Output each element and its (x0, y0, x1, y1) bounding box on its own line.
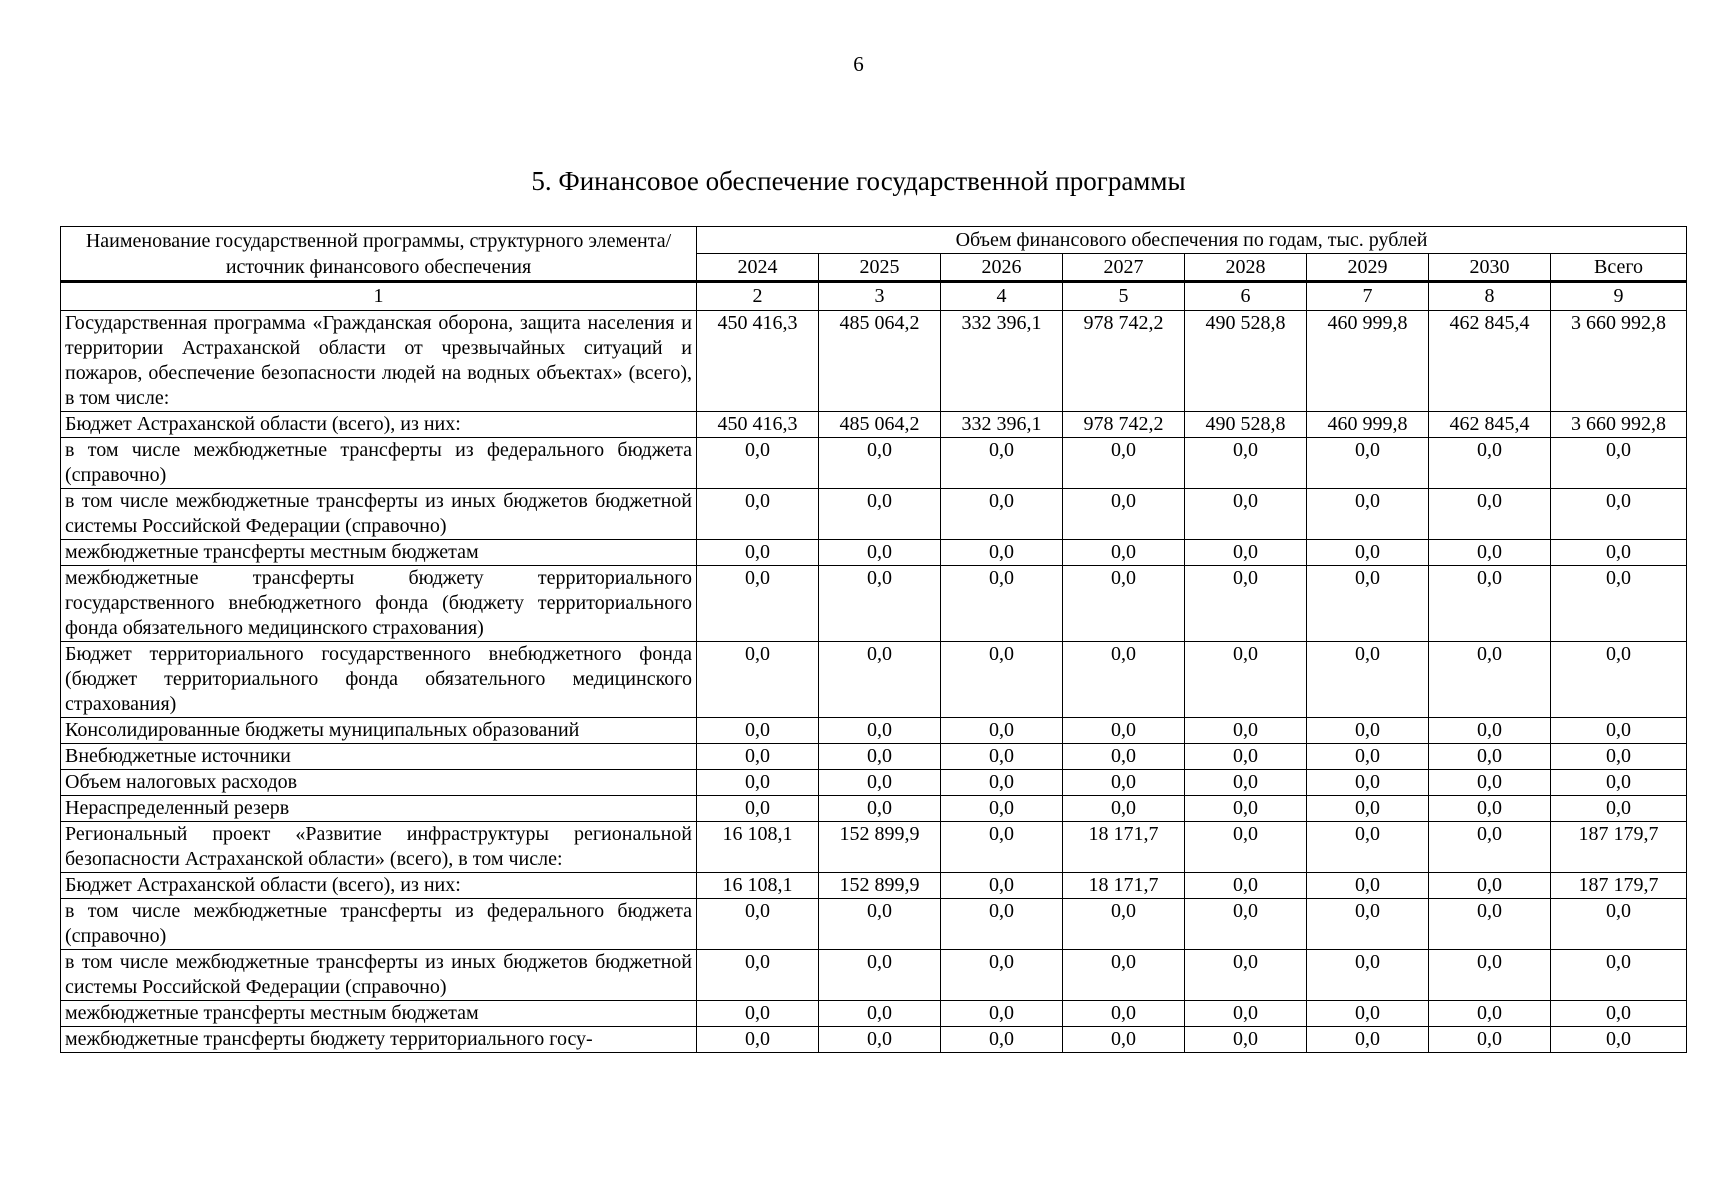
table-row (61, 899, 1687, 950)
row-year-value: 0,0 (819, 1001, 941, 1027)
year-header: 2029 (1307, 254, 1429, 282)
row-year-value: 0,0 (1185, 822, 1307, 873)
table-row (61, 718, 1687, 744)
row-year-value: 0,0 (941, 796, 1063, 822)
row-year-value: 0,0 (1185, 438, 1307, 489)
column-index: 6 (1185, 282, 1307, 311)
row-year-value: 450 416,3 (697, 311, 819, 412)
row-year-value: 0,0 (1185, 642, 1307, 718)
row-year-value: 0,0 (941, 899, 1063, 950)
row-year-value: 0,0 (819, 718, 941, 744)
row-year-value: 0,0 (819, 744, 941, 770)
row-total-value: 187 179,7 (1551, 873, 1687, 899)
row-total-value: 187 179,7 (1551, 822, 1687, 873)
row-year-value: 0,0 (1185, 899, 1307, 950)
row-name: Внебюджетные источники (61, 744, 697, 770)
row-name: Бюджет Астраханской области (всего), из них: (61, 412, 697, 438)
row-name: Объем налоговых расходов (61, 770, 697, 796)
row-year-value: 978 742,2 (1063, 412, 1185, 438)
row-year-value: 0,0 (1307, 642, 1429, 718)
row-year-value: 0,0 (1185, 770, 1307, 796)
row-year-value: 0,0 (819, 950, 941, 1001)
row-year-value: 0,0 (1307, 438, 1429, 489)
row-year-value: 0,0 (941, 822, 1063, 873)
row-year-value: 0,0 (819, 566, 941, 642)
row-year-value: 16 108,1 (697, 873, 819, 899)
row-year-value: 0,0 (941, 566, 1063, 642)
row-year-value: 152 899,9 (819, 822, 941, 873)
table-row (61, 1001, 1687, 1027)
year-header: 2027 (1063, 254, 1185, 282)
table-row (61, 540, 1687, 566)
row-name: межбюджетные трансферты местным бюджетам (61, 1001, 697, 1027)
row-year-value: 0,0 (941, 1001, 1063, 1027)
row-year-value: 0,0 (1429, 796, 1551, 822)
row-year-value: 0,0 (1063, 1001, 1185, 1027)
table-row (61, 873, 1687, 899)
row-total-value: 0,0 (1551, 540, 1687, 566)
row-year-value: 0,0 (1185, 1027, 1307, 1053)
row-year-value: 152 899,9 (819, 873, 941, 899)
row-year-value: 0,0 (1185, 489, 1307, 540)
row-total-value: 0,0 (1551, 1027, 1687, 1053)
table-row (61, 822, 1687, 873)
row-year-value: 0,0 (697, 1027, 819, 1053)
row-year-value: 0,0 (1307, 540, 1429, 566)
year-header: 2024 (697, 254, 819, 282)
row-name: Бюджет Астраханской области (всего), из них: (61, 873, 697, 899)
row-total-value: 0,0 (1551, 796, 1687, 822)
row-total-value: 0,0 (1551, 489, 1687, 540)
row-year-value: 0,0 (1429, 438, 1551, 489)
row-year-value: 0,0 (819, 770, 941, 796)
row-year-value: 0,0 (819, 642, 941, 718)
row-year-value: 0,0 (1429, 718, 1551, 744)
row-total-value: 0,0 (1551, 899, 1687, 950)
table-row (61, 1027, 1687, 1053)
row-name: Консолидированные бюджеты муниципальных образований (61, 718, 697, 744)
row-year-value: 0,0 (941, 540, 1063, 566)
row-year-value: 0,0 (1063, 718, 1185, 744)
row-year-value: 0,0 (1429, 950, 1551, 1001)
row-year-value: 0,0 (1063, 540, 1185, 566)
row-year-value: 0,0 (1185, 796, 1307, 822)
table-row (61, 642, 1687, 718)
row-year-value: 0,0 (819, 899, 941, 950)
column-index-row (61, 282, 1687, 311)
row-year-value: 0,0 (1307, 770, 1429, 796)
total-header: Всего (1551, 254, 1687, 282)
row-year-value: 0,0 (1429, 873, 1551, 899)
row-year-value: 0,0 (1307, 489, 1429, 540)
row-year-value: 0,0 (697, 642, 819, 718)
row-total-value: 0,0 (1551, 950, 1687, 1001)
row-year-value: 0,0 (1429, 1001, 1551, 1027)
row-year-value: 0,0 (697, 489, 819, 540)
row-year-value: 0,0 (1063, 566, 1185, 642)
table-header (61, 227, 1687, 282)
row-year-value: 0,0 (819, 540, 941, 566)
row-year-value: 332 396,1 (941, 311, 1063, 412)
row-total-value: 0,0 (1551, 718, 1687, 744)
row-year-value: 0,0 (697, 744, 819, 770)
year-header: 2028 (1185, 254, 1307, 282)
row-year-value: 0,0 (819, 1027, 941, 1053)
row-year-value: 0,0 (1307, 796, 1429, 822)
column-index: 3 (819, 282, 941, 311)
row-year-value: 0,0 (1063, 744, 1185, 770)
table-row (61, 489, 1687, 540)
header-row (61, 227, 1687, 254)
column-index: 2 (697, 282, 819, 311)
table-row (61, 770, 1687, 796)
row-year-value: 450 416,3 (697, 412, 819, 438)
row-year-value: 0,0 (1185, 566, 1307, 642)
row-year-value: 0,0 (1429, 489, 1551, 540)
row-year-value: 332 396,1 (941, 412, 1063, 438)
row-total-value: 0,0 (1551, 438, 1687, 489)
row-year-value: 0,0 (941, 873, 1063, 899)
row-year-value: 0,0 (697, 438, 819, 489)
row-year-value: 460 999,8 (1307, 412, 1429, 438)
row-name: межбюджетные трансферты местным бюджетам (61, 540, 697, 566)
row-name: Государственная программа «Гражданская оборона, защита населения и территории Астраханской области от чрезвычайных ситуаций и пожаров, обеспечение безопасности людей на водных объектах» (всего), в том числе: (61, 311, 697, 412)
row-year-value: 0,0 (1063, 796, 1185, 822)
table-row (61, 412, 1687, 438)
row-year-value: 0,0 (1307, 718, 1429, 744)
table-body (61, 282, 1687, 1053)
row-year-value: 462 845,4 (1429, 412, 1551, 438)
row-total-value: 3 660 992,8 (1551, 311, 1687, 412)
row-year-value: 0,0 (1185, 950, 1307, 1001)
row-year-value: 0,0 (1429, 899, 1551, 950)
column-index: 4 (941, 282, 1063, 311)
row-year-value: 485 064,2 (819, 311, 941, 412)
table-row (61, 744, 1687, 770)
row-year-value: 0,0 (1429, 822, 1551, 873)
row-year-value: 0,0 (819, 796, 941, 822)
row-year-value: 0,0 (697, 796, 819, 822)
row-total-value: 3 660 992,8 (1551, 412, 1687, 438)
row-year-value: 0,0 (697, 899, 819, 950)
row-year-value: 0,0 (1063, 899, 1185, 950)
row-year-value: 0,0 (1063, 1027, 1185, 1053)
row-year-value: 460 999,8 (1307, 311, 1429, 412)
column-index: 9 (1551, 282, 1687, 311)
row-year-value: 0,0 (1185, 718, 1307, 744)
row-year-value: 485 064,2 (819, 412, 941, 438)
year-header: 2026 (941, 254, 1063, 282)
row-year-value: 462 845,4 (1429, 311, 1551, 412)
row-year-value: 0,0 (1307, 873, 1429, 899)
row-name: в том числе межбюджетные трансферты из федерального бюджета (справочно) (61, 438, 697, 489)
row-year-value: 0,0 (941, 770, 1063, 796)
row-year-value: 0,0 (941, 489, 1063, 540)
row-total-value: 0,0 (1551, 566, 1687, 642)
row-year-value: 0,0 (1185, 540, 1307, 566)
page-number: 6 (853, 52, 864, 76)
row-year-value: 0,0 (1063, 950, 1185, 1001)
row-year-value: 0,0 (1307, 899, 1429, 950)
row-total-value: 0,0 (1551, 744, 1687, 770)
row-year-value: 0,0 (941, 438, 1063, 489)
row-year-value: 0,0 (697, 718, 819, 744)
row-year-value: 0,0 (819, 489, 941, 540)
row-name: в том числе межбюджетные трансферты из федерального бюджета (справочно) (61, 899, 697, 950)
row-year-value: 0,0 (1307, 822, 1429, 873)
row-name: Региональный проект «Развитие инфраструктуры региональной безопасности Астраханской области» (всего), в том числе: (61, 822, 697, 873)
table-row (61, 311, 1687, 412)
row-total-value: 0,0 (1551, 1001, 1687, 1027)
name-column-header: Наименование государственной программы, структурного элемента/источник финансового обеспечения (61, 227, 697, 282)
table-row (61, 796, 1687, 822)
row-name: в том числе межбюджетные трансферты из иных бюджетов бюджетной системы Российской Федерации (справочно) (61, 950, 697, 1001)
row-year-value: 0,0 (1185, 873, 1307, 899)
row-year-value: 0,0 (941, 642, 1063, 718)
row-name: межбюджетные трансферты бюджету территориального госу- (61, 1027, 697, 1053)
row-year-value: 0,0 (1185, 1001, 1307, 1027)
row-year-value: 0,0 (1307, 744, 1429, 770)
row-year-value: 0,0 (1185, 744, 1307, 770)
row-year-value: 0,0 (941, 1027, 1063, 1053)
row-year-value: 18 171,7 (1063, 873, 1185, 899)
column-index: 1 (61, 282, 697, 311)
row-year-value: 18 171,7 (1063, 822, 1185, 873)
row-year-value: 16 108,1 (697, 822, 819, 873)
year-header: 2030 (1429, 254, 1551, 282)
table-row (61, 950, 1687, 1001)
column-index: 8 (1429, 282, 1551, 311)
row-year-value: 0,0 (697, 540, 819, 566)
row-year-value: 0,0 (1307, 1001, 1429, 1027)
row-year-value: 0,0 (1307, 950, 1429, 1001)
column-index: 5 (1063, 282, 1185, 311)
row-total-value: 0,0 (1551, 642, 1687, 718)
row-year-value: 0,0 (697, 1001, 819, 1027)
row-year-value: 490 528,8 (1185, 311, 1307, 412)
row-year-value: 0,0 (1429, 566, 1551, 642)
row-year-value: 0,0 (941, 744, 1063, 770)
row-year-value: 0,0 (1063, 438, 1185, 489)
table-row (61, 566, 1687, 642)
row-year-value: 0,0 (1429, 744, 1551, 770)
row-name: Нераспределенный резерв (61, 796, 697, 822)
financing-table (60, 226, 1687, 1053)
row-year-value: 0,0 (697, 770, 819, 796)
row-year-value: 0,0 (941, 950, 1063, 1001)
row-year-value: 0,0 (1063, 489, 1185, 540)
row-year-value: 0,0 (1429, 770, 1551, 796)
row-year-value: 0,0 (819, 438, 941, 489)
row-year-value: 0,0 (697, 566, 819, 642)
row-name: Бюджет территориального государственного внебюджетного фонда (бюджет территориального фонда обязательного медицинского страхования) (61, 642, 697, 718)
column-index: 7 (1307, 282, 1429, 311)
row-year-value: 0,0 (697, 950, 819, 1001)
row-year-value: 0,0 (1307, 1027, 1429, 1053)
section-title: 5. Финансовое обеспечение государственной программы (531, 166, 1186, 196)
row-year-value: 0,0 (1063, 642, 1185, 718)
row-total-value: 0,0 (1551, 770, 1687, 796)
volume-column-header: Объем финансового обеспечения по годам, тыс. рублей (697, 227, 1687, 254)
row-year-value: 0,0 (1063, 770, 1185, 796)
row-year-value: 0,0 (1429, 642, 1551, 718)
row-name: в том числе межбюджетные трансферты из иных бюджетов бюджетной системы Российской Федерации (справочно) (61, 489, 697, 540)
row-year-value: 0,0 (1307, 566, 1429, 642)
table-row (61, 438, 1687, 489)
year-header: 2025 (819, 254, 941, 282)
row-year-value: 490 528,8 (1185, 412, 1307, 438)
row-year-value: 0,0 (1429, 540, 1551, 566)
row-year-value: 0,0 (941, 718, 1063, 744)
row-name: межбюджетные трансферты бюджету территориального государственного внебюджетного фонда (бюджету территориального фонда обязательного медицинского страхования) (61, 566, 697, 642)
row-year-value: 0,0 (1429, 1027, 1551, 1053)
row-year-value: 978 742,2 (1063, 311, 1185, 412)
